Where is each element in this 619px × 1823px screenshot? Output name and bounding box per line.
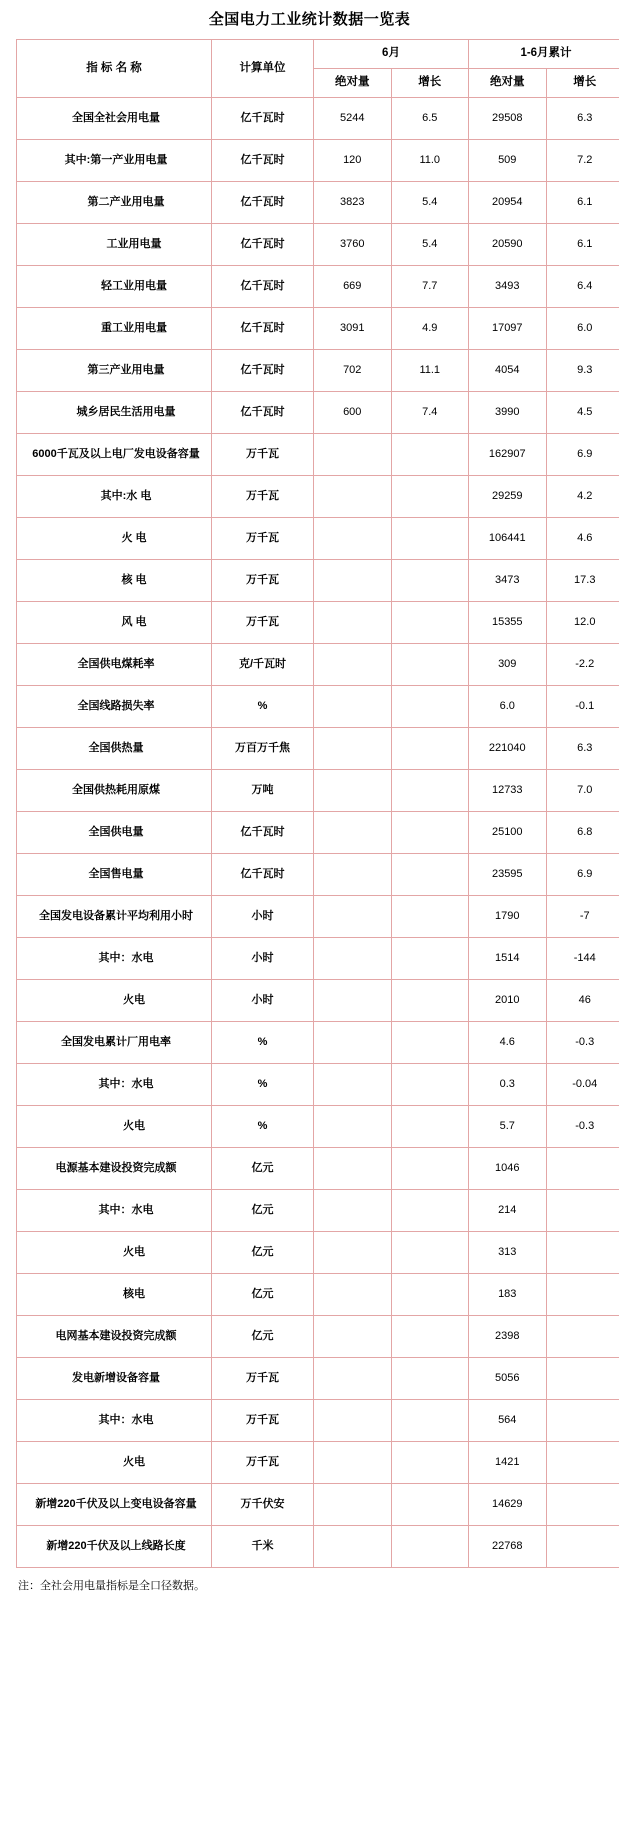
row-month-absolute: 3091 [314, 308, 392, 350]
row-unit: 万千瓦 [212, 1400, 314, 1442]
column-header-month-growth: 增长 [391, 69, 469, 98]
row-unit: 亿千瓦时 [212, 182, 314, 224]
page-title: 全国电力工业统计数据一览表 [208, 11, 411, 28]
row-cum-absolute: 25100 [469, 812, 547, 854]
row-cum-absolute: 221040 [469, 728, 547, 770]
table-row [17, 728, 619, 770]
row-month-absolute [314, 644, 392, 686]
row-unit: 克/千瓦时 [212, 644, 314, 686]
row-indicator-name: 其中:第一产业用电量 [17, 140, 212, 182]
row-month-growth: 6.5 [391, 98, 469, 140]
row-month-growth [391, 644, 469, 686]
row-unit: 亿千瓦时 [212, 350, 314, 392]
table-row [17, 1148, 619, 1190]
row-month-absolute [314, 560, 392, 602]
row-month-absolute [314, 602, 392, 644]
row-unit: 亿千瓦时 [212, 224, 314, 266]
table-row [17, 1106, 619, 1148]
row-unit: 万千瓦 [212, 1442, 314, 1484]
table-row [17, 392, 619, 434]
row-cum-absolute: 509 [469, 140, 547, 182]
row-month-growth [391, 476, 469, 518]
row-month-growth [391, 854, 469, 896]
table-row [17, 1484, 619, 1526]
table-row [17, 896, 619, 938]
row-cum-growth: -2.2 [546, 644, 619, 686]
row-cum-growth: 6.9 [546, 854, 619, 896]
row-cum-absolute: 12733 [469, 770, 547, 812]
table-body [17, 98, 619, 1568]
row-unit: 亿千瓦时 [212, 266, 314, 308]
table-row [17, 434, 619, 476]
row-month-growth [391, 1274, 469, 1316]
row-month-absolute [314, 476, 392, 518]
row-month-absolute [314, 1022, 392, 1064]
row-unit: 亿千瓦时 [212, 308, 314, 350]
row-cum-growth [546, 1400, 619, 1442]
row-cum-absolute: 1790 [469, 896, 547, 938]
row-cum-growth: 9.3 [546, 350, 619, 392]
row-month-growth [391, 1358, 469, 1400]
row-cum-absolute: 20954 [469, 182, 547, 224]
row-month-growth: 11.0 [391, 140, 469, 182]
row-month-growth: 7.7 [391, 266, 469, 308]
row-cum-growth [546, 1484, 619, 1526]
row-cum-growth: 4.2 [546, 476, 619, 518]
row-indicator-name: 其中：水电 [17, 1400, 212, 1442]
row-cum-absolute: 1514 [469, 938, 547, 980]
row-unit: 小时 [212, 980, 314, 1022]
table-row [17, 1022, 619, 1064]
row-cum-growth: 6.3 [546, 728, 619, 770]
row-indicator-name: 新增220千伏及以上线路长度 [17, 1526, 212, 1568]
row-cum-growth: 6.3 [546, 98, 619, 140]
row-month-absolute: 3823 [314, 182, 392, 224]
row-month-growth: 5.4 [391, 224, 469, 266]
row-indicator-name: 火电 [17, 1232, 212, 1274]
row-indicator-name: 风 电 [17, 602, 212, 644]
row-unit: 万千瓦 [212, 1358, 314, 1400]
row-month-absolute [314, 728, 392, 770]
row-cum-absolute: 1421 [469, 1442, 547, 1484]
row-cum-absolute: 3473 [469, 560, 547, 602]
row-cum-absolute: 6.0 [469, 686, 547, 728]
row-indicator-name: 全国售电量 [17, 854, 212, 896]
row-month-growth [391, 686, 469, 728]
row-month-growth [391, 896, 469, 938]
table-row [17, 560, 619, 602]
table-note: 注：全社会用电量指标是全口径数据。 [18, 1580, 205, 1592]
table-row [17, 476, 619, 518]
table-row [17, 1526, 619, 1568]
header-row-top [17, 40, 619, 69]
row-month-growth [391, 1190, 469, 1232]
row-cum-absolute: 2398 [469, 1316, 547, 1358]
row-month-growth [391, 1022, 469, 1064]
row-month-absolute: 3760 [314, 224, 392, 266]
table-row [17, 518, 619, 560]
row-month-absolute [314, 1232, 392, 1274]
row-cum-growth: -0.3 [546, 1106, 619, 1148]
row-month-absolute [314, 896, 392, 938]
row-month-absolute [314, 1064, 392, 1106]
row-indicator-name: 第二产业用电量 [17, 182, 212, 224]
row-cum-growth: 6.0 [546, 308, 619, 350]
row-month-growth [391, 1526, 469, 1568]
row-cum-absolute: 23595 [469, 854, 547, 896]
column-header-month: 6月 [314, 40, 469, 69]
table-row [17, 182, 619, 224]
row-cum-growth [546, 1274, 619, 1316]
row-unit: 亿千瓦时 [212, 98, 314, 140]
row-cum-absolute: 4054 [469, 350, 547, 392]
row-cum-growth: 6.1 [546, 182, 619, 224]
row-cum-absolute: 4.6 [469, 1022, 547, 1064]
row-cum-growth: 6.4 [546, 266, 619, 308]
row-month-absolute [314, 1274, 392, 1316]
row-indicator-name: 其中:水 电 [17, 476, 212, 518]
row-cum-growth [546, 1442, 619, 1484]
table-row [17, 1442, 619, 1484]
row-month-absolute [314, 1526, 392, 1568]
row-cum-absolute: 162907 [469, 434, 547, 476]
row-month-absolute [314, 854, 392, 896]
row-indicator-name: 工业用电量 [17, 224, 212, 266]
column-header-indicator: 指 标 名 称 [17, 40, 212, 98]
row-unit: 万吨 [212, 770, 314, 812]
row-cum-absolute: 214 [469, 1190, 547, 1232]
row-cum-growth: 6.1 [546, 224, 619, 266]
row-indicator-name: 其中：水电 [17, 1064, 212, 1106]
row-unit: 万千瓦 [212, 518, 314, 560]
row-cum-growth: -0.1 [546, 686, 619, 728]
row-unit: 亿元 [212, 1232, 314, 1274]
table-row [17, 938, 619, 980]
row-indicator-name: 全国供电煤耗率 [17, 644, 212, 686]
row-month-absolute [314, 434, 392, 476]
row-cum-growth: -0.04 [546, 1064, 619, 1106]
row-unit: 亿千瓦时 [212, 854, 314, 896]
row-cum-absolute: 1046 [469, 1148, 547, 1190]
row-cum-absolute: 14629 [469, 1484, 547, 1526]
column-header-cum-growth: 增长 [546, 69, 619, 98]
row-indicator-name: 其中：水电 [17, 938, 212, 980]
table-row [17, 98, 619, 140]
row-month-absolute [314, 812, 392, 854]
row-indicator-name: 城乡居民生活用电量 [17, 392, 212, 434]
row-unit: 亿千瓦时 [212, 392, 314, 434]
row-month-growth [391, 560, 469, 602]
table-header [17, 40, 619, 98]
row-month-growth [391, 1106, 469, 1148]
row-cum-absolute: 564 [469, 1400, 547, 1442]
table-row [17, 266, 619, 308]
table-row [17, 644, 619, 686]
column-header-cum-absolute: 绝对量 [469, 69, 547, 98]
table-row [17, 224, 619, 266]
row-month-absolute [314, 1358, 392, 1400]
row-month-growth [391, 434, 469, 476]
row-unit: 万千瓦 [212, 476, 314, 518]
row-indicator-name: 核 电 [17, 560, 212, 602]
row-unit: 小时 [212, 938, 314, 980]
column-header-cumulative: 1-6月累计 [469, 40, 619, 69]
row-unit: 万百万千焦 [212, 728, 314, 770]
row-month-growth [391, 1316, 469, 1358]
table-row [17, 308, 619, 350]
row-cum-absolute: 29508 [469, 98, 547, 140]
row-month-absolute: 669 [314, 266, 392, 308]
row-cum-growth [546, 1358, 619, 1400]
row-indicator-name: 重工业用电量 [17, 308, 212, 350]
statistics-table [16, 39, 619, 1568]
row-cum-absolute: 3990 [469, 392, 547, 434]
row-month-growth [391, 1400, 469, 1442]
row-cum-absolute: 20590 [469, 224, 547, 266]
row-indicator-name: 火电 [17, 1442, 212, 1484]
row-cum-absolute: 22768 [469, 1526, 547, 1568]
row-unit: 亿元 [212, 1316, 314, 1358]
row-month-absolute [314, 980, 392, 1022]
row-month-growth [391, 602, 469, 644]
table-row [17, 140, 619, 182]
column-header-month-absolute: 绝对量 [314, 69, 392, 98]
row-cum-growth [546, 1148, 619, 1190]
row-indicator-name: 新增220千伏及以上变电设备容量 [17, 1484, 212, 1526]
row-month-absolute [314, 1148, 392, 1190]
row-month-absolute [314, 1484, 392, 1526]
row-cum-absolute: 106441 [469, 518, 547, 560]
table-row [17, 1064, 619, 1106]
table-row [17, 854, 619, 896]
row-indicator-name: 火电 [17, 1106, 212, 1148]
row-month-absolute: 600 [314, 392, 392, 434]
row-unit: % [212, 1022, 314, 1064]
row-cum-growth: 4.5 [546, 392, 619, 434]
row-month-absolute [314, 686, 392, 728]
row-cum-absolute: 15355 [469, 602, 547, 644]
row-cum-absolute: 5056 [469, 1358, 547, 1400]
row-cum-growth: -144 [546, 938, 619, 980]
row-month-absolute: 702 [314, 350, 392, 392]
row-indicator-name: 电源基本建设投资完成额 [17, 1148, 212, 1190]
row-month-absolute [314, 938, 392, 980]
row-unit: % [212, 1064, 314, 1106]
row-unit: 亿元 [212, 1148, 314, 1190]
row-cum-growth [546, 1190, 619, 1232]
row-cum-absolute: 3493 [469, 266, 547, 308]
row-cum-absolute: 183 [469, 1274, 547, 1316]
row-indicator-name: 全国发电累计厂用电率 [17, 1022, 212, 1064]
row-month-absolute: 120 [314, 140, 392, 182]
row-month-growth [391, 980, 469, 1022]
table-row [17, 602, 619, 644]
row-month-absolute [314, 1190, 392, 1232]
row-cum-growth [546, 1316, 619, 1358]
row-indicator-name: 轻工业用电量 [17, 266, 212, 308]
row-cum-absolute: 309 [469, 644, 547, 686]
row-indicator-name: 全国供电量 [17, 812, 212, 854]
row-month-absolute [314, 1106, 392, 1148]
row-indicator-name: 发电新增设备容量 [17, 1358, 212, 1400]
row-unit: 千米 [212, 1526, 314, 1568]
row-month-growth: 5.4 [391, 182, 469, 224]
row-cum-absolute: 0.3 [469, 1064, 547, 1106]
row-indicator-name: 全国线路损失率 [17, 686, 212, 728]
row-indicator-name: 核电 [17, 1274, 212, 1316]
row-month-growth [391, 812, 469, 854]
row-cum-absolute: 29259 [469, 476, 547, 518]
row-month-absolute [314, 1316, 392, 1358]
row-cum-growth: 7.2 [546, 140, 619, 182]
row-unit: 亿千瓦时 [212, 812, 314, 854]
row-cum-growth: 4.6 [546, 518, 619, 560]
row-indicator-name: 火 电 [17, 518, 212, 560]
column-header-unit: 计算单位 [212, 40, 314, 98]
table-row [17, 1190, 619, 1232]
row-month-growth [391, 1064, 469, 1106]
table-row [17, 1400, 619, 1442]
row-unit: 万千瓦 [212, 560, 314, 602]
row-month-growth: 11.1 [391, 350, 469, 392]
row-month-absolute [314, 518, 392, 560]
row-cum-growth [546, 1232, 619, 1274]
row-cum-absolute: 2010 [469, 980, 547, 1022]
row-month-growth: 4.9 [391, 308, 469, 350]
row-cum-absolute: 313 [469, 1232, 547, 1274]
row-month-growth [391, 1148, 469, 1190]
row-month-absolute [314, 1400, 392, 1442]
row-unit: 小时 [212, 896, 314, 938]
row-unit: % [212, 686, 314, 728]
table-row [17, 1232, 619, 1274]
table-row [17, 350, 619, 392]
row-cum-growth [546, 1526, 619, 1568]
table-row [17, 980, 619, 1022]
row-month-growth [391, 938, 469, 980]
row-cum-growth: -0.3 [546, 1022, 619, 1064]
row-unit: 万千伏安 [212, 1484, 314, 1526]
row-indicator-name: 全国全社会用电量 [17, 98, 212, 140]
row-cum-growth: 6.8 [546, 812, 619, 854]
row-month-growth [391, 1442, 469, 1484]
row-cum-absolute: 5.7 [469, 1106, 547, 1148]
row-unit: 亿元 [212, 1190, 314, 1232]
row-month-growth [391, 1232, 469, 1274]
row-month-growth [391, 770, 469, 812]
row-month-growth [391, 518, 469, 560]
row-cum-absolute: 17097 [469, 308, 547, 350]
row-unit: 亿元 [212, 1274, 314, 1316]
row-month-growth [391, 1484, 469, 1526]
row-indicator-name: 其中：水电 [17, 1190, 212, 1232]
row-cum-growth: 12.0 [546, 602, 619, 644]
row-indicator-name: 全国供热耗用原煤 [17, 770, 212, 812]
row-unit: % [212, 1106, 314, 1148]
row-cum-growth: 7.0 [546, 770, 619, 812]
row-cum-growth: 46 [546, 980, 619, 1022]
row-month-absolute: 5244 [314, 98, 392, 140]
row-unit: 万千瓦 [212, 602, 314, 644]
table-row [17, 1316, 619, 1358]
row-month-absolute [314, 770, 392, 812]
table-row [17, 1274, 619, 1316]
row-cum-growth: 17.3 [546, 560, 619, 602]
table-row [17, 812, 619, 854]
row-indicator-name: 全国供热量 [17, 728, 212, 770]
row-month-growth [391, 728, 469, 770]
table-row [17, 770, 619, 812]
row-indicator-name: 火电 [17, 980, 212, 1022]
row-month-absolute [314, 1442, 392, 1484]
table-row [17, 686, 619, 728]
table-row [17, 1358, 619, 1400]
row-indicator-name: 电网基本建设投资完成额 [17, 1316, 212, 1358]
row-unit: 万千瓦 [212, 434, 314, 476]
row-cum-growth: 6.9 [546, 434, 619, 476]
row-cum-growth: -7 [546, 896, 619, 938]
row-indicator-name: 全国发电设备累计平均利用小时 [17, 896, 212, 938]
row-month-growth: 7.4 [391, 392, 469, 434]
row-indicator-name: 第三产业用电量 [17, 350, 212, 392]
row-unit: 亿千瓦时 [212, 140, 314, 182]
row-indicator-name: 6000千瓦及以上电厂发电设备容量 [17, 434, 212, 476]
